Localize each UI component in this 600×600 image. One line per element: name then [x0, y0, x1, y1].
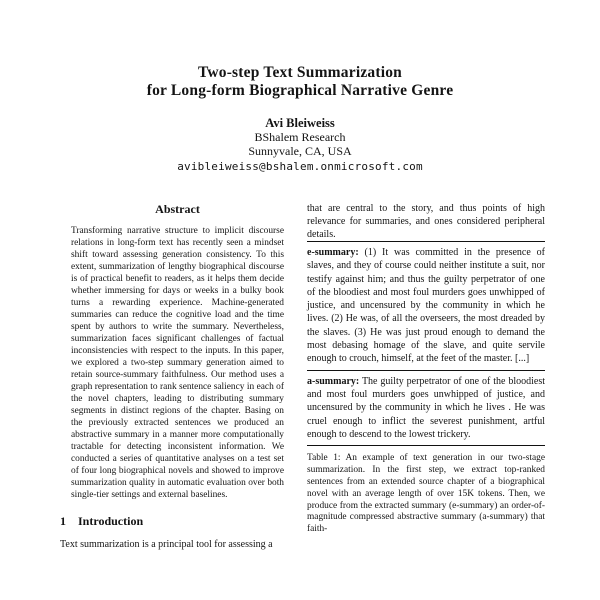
left-column: [60, 200, 295, 551]
table-1-caption: [307, 453, 545, 536]
a-summary-label: a-summary:: [307, 375, 360, 387]
paper-title-line2: for Long-form Biographical Narrative Genre: [146, 82, 454, 100]
affiliation: BShalem Research: [254, 129, 346, 144]
author-email: avibleiweiss@bshalem.onmicrosoft.com: [177, 160, 423, 174]
introduction-first-line: Text summarization is a principal tool for assessing a: [60, 538, 273, 550]
example-box-bottom-rule: [307, 445, 545, 446]
title-block: [0, 64, 600, 173]
author-name: Avi Bleiweiss: [265, 115, 335, 130]
section-heading-introduction: [60, 514, 295, 529]
section-number: 1: [60, 513, 66, 528]
section-title: Introduction: [78, 513, 144, 528]
e-summary-paragraph: [307, 246, 545, 366]
abstract-heading: Abstract: [155, 202, 200, 216]
example-box-top-rule: [307, 241, 545, 242]
right-column: [307, 200, 545, 551]
author-location: Sunnyvale, CA, USA: [248, 144, 352, 159]
table-1-caption-text: An example of text generation in our two-stage summarization. In the first step, we extract top-ranked sentences from an extended source chapter of a biographical novel with an average length of over 15K tokens. Then, we produce from the extracted summary (e-summary) an order-of-magnitude compressed abstractive summary (a-summary) that faith-: [307, 453, 545, 535]
example-box-middle-rule: [307, 370, 545, 371]
a-summary-paragraph: [307, 375, 545, 441]
a-summary-text: The guilty perpetrator of one of the bloodiest and most foul murders goes unwhipped of justice, and uncensured by the community in which he lives . He was cruel enough to inflict the severest punishment, artful enough to descend to the lowest trickery.: [307, 375, 545, 440]
paper-title-line1: Two-step Text Summarization: [197, 64, 403, 81]
table-1-caption-label: Table 1:: [307, 453, 341, 464]
two-column-body: [60, 200, 545, 551]
abstract-body: Transforming narrative structure to implicit discourse relations in long-form text has recently seen a mindset shift toward assessing generation consistency. To this extent, summarization of lengthy biographical discourse is of practical benefit to readers, as it helps them decide whether immersing for days or weeks in a bulky book turns a rewarding experience. Machine-generated summaries can reduce the cognitive load and the time spent by authors to write the summary. Nevertheless, summarization faces significant challenges of factual inconsistencies with respect to the inputs. In this paper, we explored a two-step summary generation aimed to retain source-summary faithfulness. Our method uses a graph representation to rank sentence saliency in each of the novel chapters, leading to distributing summary segments in distinct regions of the chapter. Basing on the previously extracted sentences we produced an abstractive summary in a manner more computationally tractable for detecting inconsistent information. We conducted a series of quantitative analyses on a test set of four long biographical novels and showed to improve summarization quality in automatic evaluation over both single-tier settings and external baselines.: [71, 226, 284, 500]
e-summary-text: (1) It was committed in the presence of slaves, and they of course could neither institute a suit, nor testify against him; and thus the guilty perpetrator of one of the bloodiest and most foul murders goes unwhipped of justice, and uncensured by the community in which he lives. (2) He was, of all the overseers, the most dreaded by the slaves. (3) He was just proud enough to demand the most debasing homage of the slave, and quite servile enough to crouch, himself, at the feet of the master. [...]: [307, 247, 546, 365]
e-summary-label: e-summary:: [307, 247, 359, 258]
continuation-paragraph: that are central to the story, and thus points of high relevance for summaries, and ones considered peripheral details.: [307, 203, 545, 240]
paper-title: [0, 64, 600, 101]
